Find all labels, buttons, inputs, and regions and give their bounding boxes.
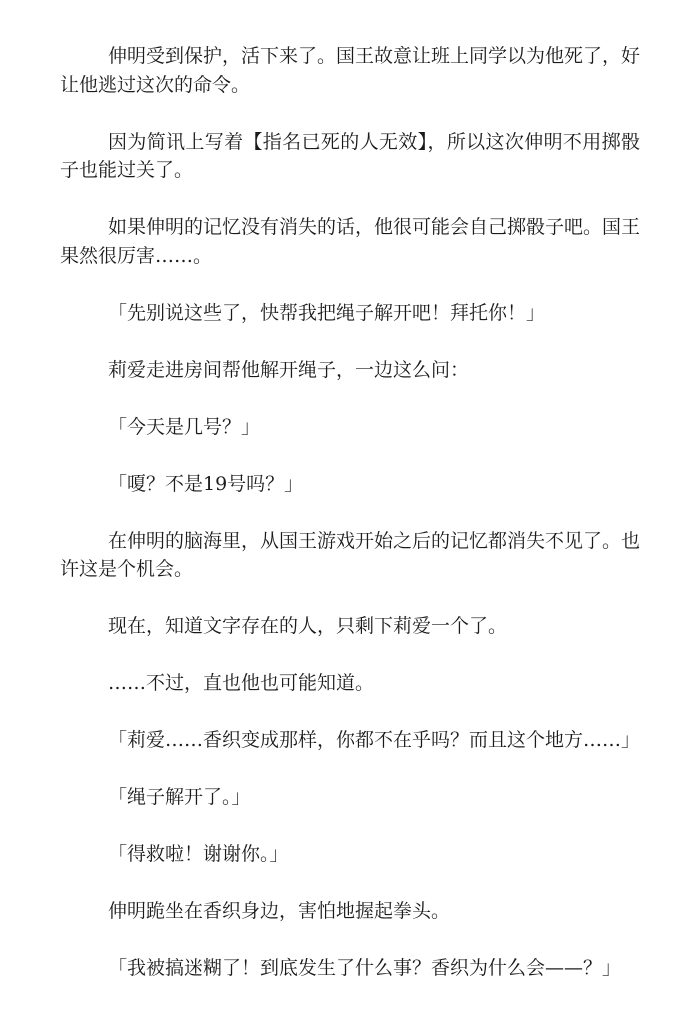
text-column — [60, 42, 640, 1011]
dialogue-paragraph: 「莉爱……香织变成那样，你都不在乎吗？而且这个地方……」 — [108, 729, 641, 751]
dialogue-paragraph: 「先别说这些了，快帮我把绳子解开吧！拜托你！」 — [108, 301, 546, 324]
paragraph: 现在，知道文字存在的人，只剩下莉爱一个了。 — [108, 615, 508, 637]
dialogue-paragraph: 「今天是几号？」 — [108, 415, 261, 438]
dialogue-paragraph: 「嗄？不是19号吗？」 — [108, 472, 304, 495]
dialogue-paragraph: 「我被搞迷糊了！到底发生了什么事？香织为什么会——？」 — [108, 957, 622, 979]
paragraph: 如果伸明的记忆没有消失的话，他很可能会自己掷骰子吧。国王果然很厉害……。 — [60, 216, 641, 267]
dialogue-paragraph: 「绳子解开了。」 — [108, 786, 251, 808]
paragraph: 伸明受到保护，活下来了。国王故意让班上同学以为他死了，好让他逃过这次的命令。 — [60, 45, 641, 96]
paragraph: 因为简讯上写着【指名已死的人无效】，所以这次伸明不用掷骰子也能过关了。 — [60, 130, 640, 181]
dialogue-paragraph: 「得救啦！谢谢你。」 — [108, 843, 289, 865]
paragraph: ……不过，直也他也可能知道。 — [108, 672, 375, 694]
paragraph: 在伸明的脑海里，从国王游戏开始之后的记忆都消失不见了。也许这是个机会。 — [60, 529, 641, 580]
paragraph: 伸明跪坐在香织身边，害怕地握起拳头。 — [108, 900, 451, 922]
paragraph: 莉爱走进房间帮他解开绳子，一边这么问： — [108, 358, 470, 381]
